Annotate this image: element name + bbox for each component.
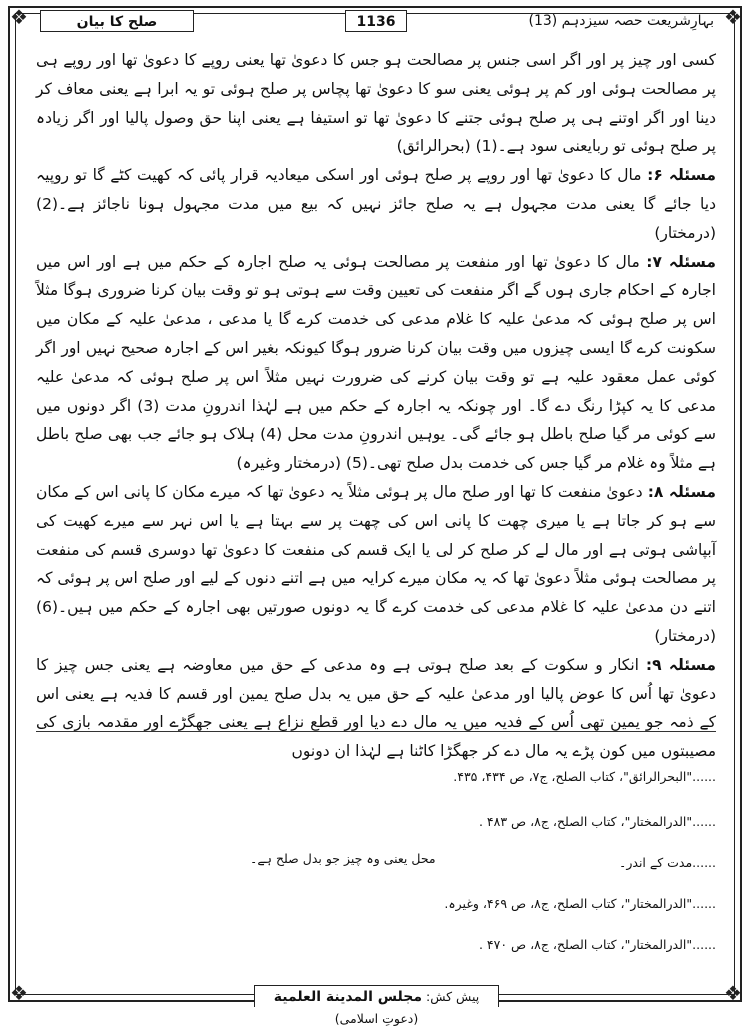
paragraph-text: دعویٰ منفعت کا تھا اور صلح مال پر ہوئی مثلاً یہ دعویٰ تھا کہ میرے مکان کا پانی اس کے مکان سے ہو کر جاتا ہے یا میری چھت کا پانی اس کی چھت پر سے بہتا ہے یا اس نہر سے میرے کھیت کی آبپاشی ہوتی ہے اور مال لے کر صلح کر لی یا ایک قسم کی منفعت کا دعویٰ تھا دوسری قسم کی منفعت پر مصالحت ہوئی مثلاً دعویٰ تھا کہ یہ مکان میرے کرایہ میں ہے اتنے دنوں کے لیے اور صلح اس پر ہوئی کہ اتنے دن مدعیٰ علیہ کا غلام مدعی کی خدمت کرے گا یہ دونوں صورتیں بھی اجارہ کے حکم میں ہیں۔(6) (درمختار) <box>36 482 716 645</box>
footer-suffix: (دعوتِ اسلامی) <box>334 1011 419 1026</box>
corner-ornament-icon: ❖ <box>724 981 742 1005</box>
corner-ornament-icon: ❖ <box>10 981 28 1005</box>
page-body <box>36 46 716 766</box>
masala-label: مسئلہ ۶: <box>647 166 716 185</box>
book-info: بہارِشریعت حصہ سیزدہم (13) <box>528 13 714 29</box>
paragraph <box>36 46 716 161</box>
paragraph <box>36 161 716 247</box>
masala-label: مسئلہ ۷: <box>646 252 716 271</box>
corner-ornament-icon: ❖ <box>724 5 742 29</box>
page-number: 1136 <box>345 10 407 32</box>
masala-label: مسئلہ ۸: <box>647 482 716 501</box>
publisher-name: مجلس المدینة العلمیة <box>273 989 422 1005</box>
paragraph-text: کسی اور چیز پر اور اگر اسی جنس پر مصالحت ہو جس کا دعویٰ تھا یعنی روپے کا دعویٰ تھا اور روپے ہی پر مصالحت ہوئی اور کم پر ہوئی یعنی سو کا دعویٰ تھا پچاس پر صلح ہوئی تو یہ ابرا ہے یعنی معاف کر دینا اور اگر اوتنے ہی پر صلح ہوئی جتنے کا دعویٰ تھا تو استیفا ہے یعنی اپنا حق وصول پالیا اور اگر زیادہ پر صلح ہوئی تو ربایعنی سود ہے۔(1) (بحرالرائق) <box>36 51 716 156</box>
footnote: ......"الدرالمختار"، کتاب الصلح، ج۸، ص ۴۷۰ . <box>478 937 716 952</box>
footnote: ......مدت کے اندر۔ <box>619 855 716 870</box>
corner-ornament-icon: ❖ <box>10 5 28 29</box>
footnote: ......"الدرالمختار"، کتاب الصلح، ج۸، ص ۴۶۹، وغیرہ. <box>444 896 716 911</box>
chapter-title: صلح کا بیان <box>40 10 194 32</box>
publisher-footer <box>254 985 499 1026</box>
footnote: ......"البحرالرائق"، کتاب الصلح، ج۷، ص ۴۳۴، ۴۳۵. <box>453 769 716 784</box>
footnote: ......"الدرالمختار"، کتاب الصلح، ج۸، ص ۴۸۳ . <box>478 814 716 829</box>
paragraph-text: انکار و سکوت کے بعد صلح ہوتی ہے وہ مدعی کے حق میں معاوضہ ہے یعنی جس چیز کا دعویٰ تھا اُس کا عوض پالیا اور مدعیٰ علیہ کے حق میں یہ بدل صلح یمین اور قسم کا فدیہ ہے یعنی اس کے ذمہ جو یمین تھی اُس کے فدیہ میں یہ مال دے دیا اور قطع نزاع ہے یعنی جھگڑے اور مقدمہ بازی کی مصیبتوں میں کون پڑے یہ مال دے کر جھگڑا کاٹنا ہے لہٰذا ان دونوں <box>36 655 716 761</box>
paragraph-text: مال کا دعویٰ تھا اور روپے پر صلح ہوئی اور اسکی میعادیہ قرار پائی کہ کھیت کٹے گا تو روپیہ دیا جائے گا یعنی مدت مجہول ہے یہ صلح جائز نہیں کہ بیع میں مدت مجہول ہونا ناجائز ہے۔(2) (درمختار) <box>36 166 716 242</box>
paragraph <box>36 248 716 478</box>
paragraph <box>36 478 716 651</box>
paragraph-text: مال کا دعویٰ تھا اور منفعت پر مصالحت ہوئی یہ صلح اجارہ کے حکم میں ہے اور اس میں اجارہ کے احکام جاری ہوں گے اگر منفعت کی تعیین وقت سے ہوتی ہو تو وقت بیان کرنا ضروری ہوگا مثلاً اس پر صلح ہوئی کہ مدعیٰ علیہ کا غلام مدعی کی خدمت کرے گا یا مدعی ، مدعیٰ علیہ کے مکان میں سکونت کرے گا ایسی چیزوں میں وقت بیان کرنا ضرور ہوگا کیونکہ بغیر اس کے اجارہ صحیح نہیں اور اگر کوئی عمل معقود علیہ ہے تو وقت بیان کرنے کی ضرورت نہیں مثلاً اس پر صلح ہوئی کہ مدعیٰ علیہ مدعی کا یہ کپڑا رنگ دے گا۔ اور چونکہ یہ اجارہ کے حکم میں ہے لہٰذا اندرونِ مدت (3) اگر دونوں میں سے کوئی مر گیا صلح باطل ہو جائے گی۔ یوہیں اندرونِ مدت محل (4) ہلاک ہو جائے جب بھی صلح باطل ہے مثلاً وہ غلام مر گیا جس کی خدمت بدل صلح تھی۔(5) (درمختار وغیرہ) <box>36 252 716 473</box>
footnote-divider <box>36 731 716 732</box>
footer-prefix: پیش کش: <box>425 989 480 1004</box>
masala-label: مسئلہ ۹: <box>645 655 716 674</box>
footnote-secondary: محل یعنی وہ چیز جو بدل صلح ہے۔ <box>250 851 436 866</box>
paragraph <box>36 651 716 766</box>
